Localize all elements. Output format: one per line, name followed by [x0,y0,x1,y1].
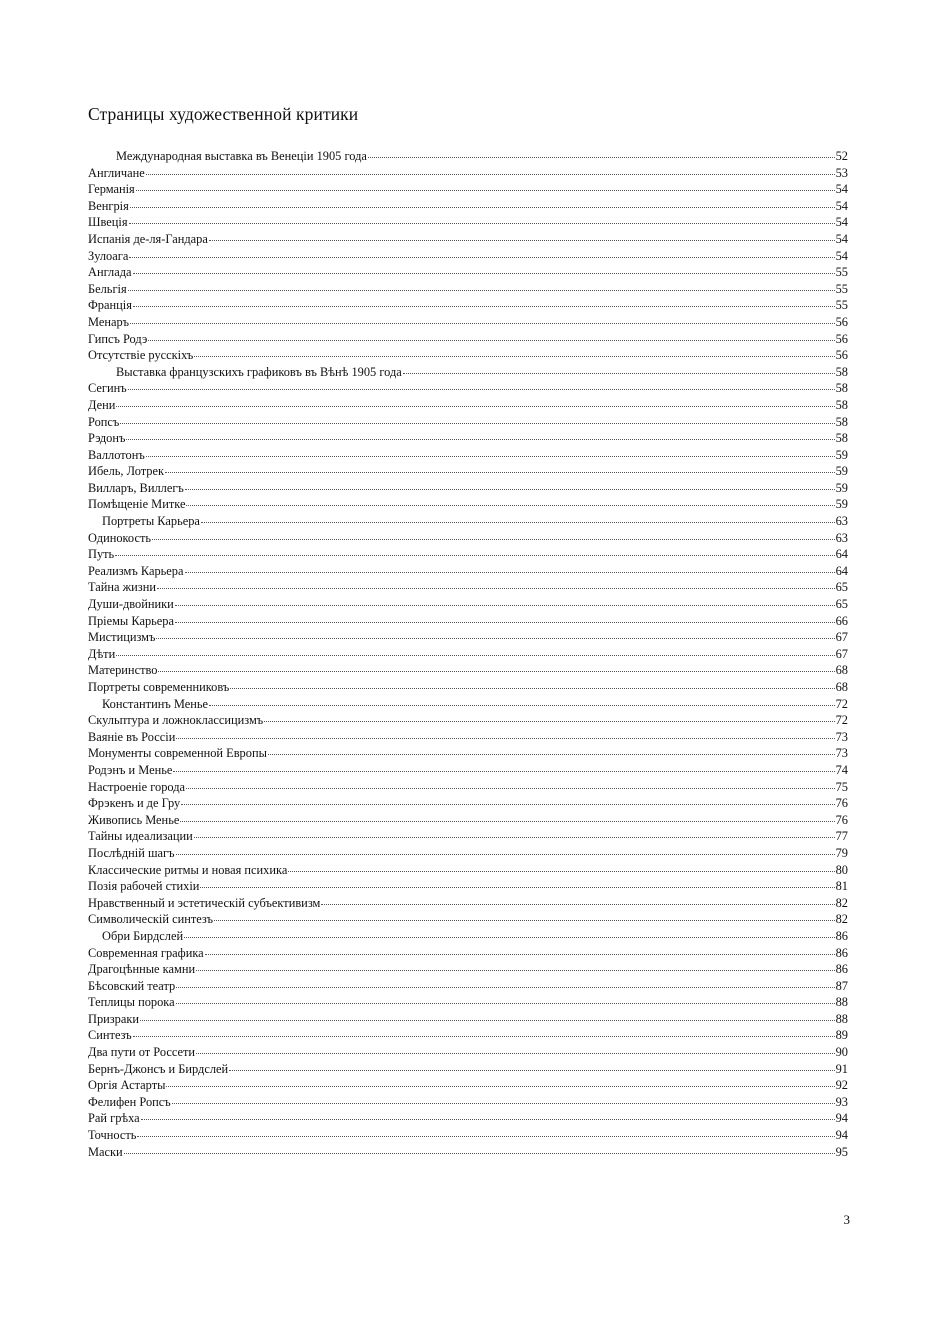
toc-entry-page: 58 [835,364,848,379]
toc-entry-title: Рай грѣха [88,1111,140,1126]
toc-entry [88,978,848,995]
toc-entry [88,745,848,762]
dot-leader [172,1093,835,1104]
toc-entry [88,828,848,845]
toc-entry-title: Точность [88,1128,137,1143]
toc-entry-title: Ропсъ [88,414,120,429]
toc-entry-title: Менаръ [88,314,130,329]
toc-entry [88,779,848,796]
toc-entry-page: 76 [835,796,848,811]
toc-entry-page: 65 [835,597,848,612]
toc-entry-title: Бѣсовский театр [88,978,176,993]
toc-entry-title: Германія [88,182,135,197]
toc-entry-page: 59 [835,497,848,512]
toc-entry [88,1061,848,1078]
toc-entry [88,165,848,182]
toc-entry-title: Ваяніе въ Россіи [88,729,176,744]
toc-entry [88,812,848,829]
toc-entry-page: 94 [835,1111,848,1126]
toc-entry-page: 52 [835,149,848,163]
dot-leader [133,263,835,274]
toc-entry-title: Бельгія [88,281,127,296]
toc-entry-page: 68 [835,680,848,694]
toc-entry [88,181,848,198]
dot-leader [126,429,834,440]
toc-entry-page: 53 [835,165,848,180]
toc-entry [88,1077,848,1094]
toc-entry [88,530,848,547]
toc-entry-page: 72 [835,713,848,728]
toc-entry-page: 67 [835,646,848,661]
table-of-contents [88,148,848,1160]
toc-entry-title: Обри Бирдслей [102,928,184,943]
page-number: 3 [843,1212,850,1227]
dot-leader [157,578,835,589]
toc-entry-title: Дѣти [88,646,116,661]
toc-entry [88,795,848,812]
dot-leader [152,529,835,540]
toc-entry-title: Гипсъ Родэ [88,331,148,346]
dot-leader [214,910,835,921]
toc-entry-page: 58 [835,431,848,446]
toc-entry-page: 76 [835,812,848,827]
dot-leader [136,180,835,191]
toc-entry-title: Вилларъ, Виллегъ [88,480,184,495]
toc-entry-page: 63 [835,514,848,529]
toc-entry [88,895,848,912]
dot-leader [120,413,834,424]
toc-entry [88,878,848,895]
toc-entry [88,679,848,696]
toc-entry-page: 59 [835,480,848,495]
toc-entry-title: Швеція [88,215,128,230]
toc-entry-page: 92 [835,1078,848,1093]
toc-entry-title: Пріемы Карьера [88,613,174,628]
toc-entry [88,1094,848,1111]
toc-entry-page: 56 [835,314,848,329]
dot-leader [115,545,834,556]
dot-leader [288,861,834,872]
toc-entry-title: Послѣдній шагъ [88,845,175,860]
dot-leader [180,811,834,822]
toc-entry [88,1027,848,1044]
toc-entry-title: Зулоага [88,248,129,263]
toc-entry-title: Родэнъ и Менье [88,762,173,777]
dot-leader [156,628,834,639]
toc-entry-title: Драгоцѣнные камни [88,962,196,977]
dot-leader [181,794,834,805]
dot-leader [196,1043,835,1054]
dot-leader [158,661,834,672]
toc-entry [88,364,848,381]
toc-entry-title: Символическій синтезъ [88,912,213,927]
toc-entry-title: Два пути от Россети [88,1045,196,1060]
toc-entry-title: Ибель, Лотрек [88,464,165,479]
toc-entry [88,463,848,480]
toc-entry-title: Фелифен Ропсъ [88,1094,171,1109]
toc-entry-page: 54 [835,182,848,197]
toc-entry-title: Испанія де-ля-Гандара [88,231,208,246]
toc-entry-page: 89 [835,1028,848,1043]
toc-entry-page: 66 [835,613,848,628]
toc-entry-title: Помѣщеніе Митке [88,497,186,512]
dot-leader [264,711,834,722]
toc-entry [88,397,848,414]
toc-entry-title: Маски [88,1144,123,1159]
toc-entry-title: Живопись Менье [88,812,180,827]
toc-entry-page: 90 [835,1045,848,1060]
toc-entry [88,1110,848,1127]
toc-entry-page: 68 [835,663,848,678]
toc-entry [88,862,848,879]
toc-entry-page: 88 [835,995,848,1010]
toc-entry [88,696,848,713]
toc-entry [88,214,848,231]
dot-leader [200,877,834,888]
toc-entry-page: 74 [835,762,848,777]
toc-entry [88,994,848,1011]
dot-leader [186,495,834,506]
dot-leader [176,977,834,988]
toc-entry-page: 58 [835,381,848,396]
toc-entry [88,513,848,530]
dot-leader [229,1060,834,1071]
toc-entry-page: 58 [835,414,848,429]
toc-entry-page: 93 [835,1094,848,1109]
dot-leader [124,1143,835,1154]
toc-entry-title: Души-двойники [88,597,174,612]
toc-entry-page: 54 [835,248,848,263]
toc-entry-title: Скульптура и ложноклассицизмъ [88,713,264,728]
dot-leader [185,479,835,490]
toc-entry-title: Венгрія [88,198,129,213]
toc-entry-page: 64 [835,547,848,562]
toc-entry [88,928,848,945]
toc-entry-title: Оргія Астарты [88,1078,166,1093]
toc-entry [88,297,848,314]
dot-leader [128,280,835,291]
toc-entry [88,961,848,978]
toc-entry-page: 91 [835,1061,848,1076]
dot-leader [137,1126,834,1137]
toc-entry-title: Портреты современниковъ [88,680,230,694]
toc-entry-page: 82 [835,912,848,927]
toc-entry-title: Современная графика [88,945,204,960]
toc-entry-title: Англичане [88,165,145,180]
toc-entry-title: Франція [88,298,132,313]
toc-entry-page: 80 [835,862,848,877]
toc-entry [88,762,848,779]
toc-entry-page: 73 [835,729,848,744]
toc-entry [88,646,848,663]
toc-entry-title: Одинокость [88,530,152,545]
toc-entry [88,447,848,464]
toc-entry [88,845,848,862]
dot-leader [368,147,835,158]
dot-leader [175,595,835,606]
toc-entry-page: 55 [835,265,848,280]
dot-leader [230,678,834,689]
dot-leader [116,645,834,656]
toc-entry-title: Теплицы порока [88,995,175,1010]
dot-leader [176,844,835,855]
toc-entry-title: Англада [88,265,132,280]
toc-entry-page: 63 [835,530,848,545]
toc-entry-page: 54 [835,215,848,230]
dot-leader [403,363,835,374]
toc-entry [88,712,848,729]
toc-entry-page: 75 [835,779,848,794]
dot-leader [194,346,834,357]
toc-entry-title: Отсутствіе русскіхъ [88,348,194,363]
toc-entry-page: 77 [835,829,848,844]
toc-entry [88,729,848,746]
toc-entry [88,480,848,497]
dot-leader [133,1026,835,1037]
toc-entry-title: Синтезъ [88,1028,132,1043]
dot-leader [209,230,835,241]
toc-entry-page: 73 [835,746,848,761]
toc-entry-title: Тайны идеализации [88,829,193,844]
toc-entry-page: 86 [835,945,848,960]
toc-entry-title: Бернъ-Джонсъ и Бирдслей [88,1061,229,1076]
toc-entry [88,662,848,679]
toc-entry-page: 94 [835,1128,848,1143]
toc-entry-page: 55 [835,298,848,313]
toc-entry-page: 86 [835,962,848,977]
toc-entry [88,414,848,431]
toc-entry [88,281,848,298]
toc-entry-page: 58 [835,397,848,412]
toc-entry [88,1011,848,1028]
dot-leader [130,197,835,208]
toc-entry [88,1127,848,1144]
toc-entry-page: 55 [835,281,848,296]
toc-entry-page: 64 [835,563,848,578]
toc-entry [88,198,848,215]
toc-entry [88,248,848,265]
toc-entry-title: Мистицизмъ [88,630,156,645]
toc-entry [88,579,848,596]
dot-leader [165,462,835,473]
dot-leader [166,1076,834,1087]
dot-leader [129,247,834,258]
toc-entry [88,231,848,248]
dot-leader [184,927,835,938]
toc-entry-page: 88 [835,1011,848,1026]
toc-entry [88,596,848,613]
toc-entry-title: Материнство [88,663,158,678]
dot-leader [205,944,835,955]
toc-entry-title: Классические ритмы и новая психика [88,862,288,877]
toc-entry-page: 82 [835,895,848,910]
dot-leader [268,744,835,755]
toc-entry [88,945,848,962]
toc-entry-page: 81 [835,879,848,894]
dot-leader [173,761,834,772]
toc-entry-title: Выставка французскихъ графиковъ въ Вѣнѣ 1905 года [116,364,402,379]
toc-entry [88,546,848,563]
toc-entry [88,380,848,397]
dot-leader [130,313,835,324]
dot-leader [209,695,835,706]
dot-leader [176,993,835,1004]
toc-entry-title: Портреты Карьера [102,514,200,529]
dot-leader [194,827,835,838]
toc-entry [88,430,848,447]
toc-entry-title: Путь [88,547,115,562]
toc-entry [88,1044,848,1061]
toc-entry-title: Фрэкенъ и де Гру [88,796,181,811]
dot-leader [133,296,835,307]
toc-entry [88,148,848,165]
toc-entry [88,496,848,513]
dot-leader [116,396,834,407]
toc-entry-title: Дени [88,397,116,412]
dot-leader [141,1109,835,1120]
dot-leader [185,562,835,573]
toc-entry-title: Призраки [88,1011,140,1026]
page-title: Страницы художественной критики [88,104,359,124]
toc-entry [88,314,848,331]
toc-entry [88,331,848,348]
toc-entry-title: Валлотонъ [88,447,145,462]
toc-entry-page: 87 [835,978,848,993]
dot-leader [146,164,835,175]
toc-entry [88,911,848,928]
toc-entry-page: 72 [835,696,848,711]
toc-entry-title: Тайна жизни [88,580,156,595]
toc-entry-title: Рэдонъ [88,431,126,446]
toc-entry-page: 95 [835,1144,848,1159]
toc-entry-page: 86 [835,928,848,943]
toc-entry [88,613,848,630]
toc-entry-title: Позія рабочей стихіи [88,879,200,894]
toc-entry-title: Международная выставка въ Венеціи 1905 года [116,149,367,163]
dot-leader [201,512,835,523]
toc-entry-page: 54 [835,198,848,213]
toc-entry [88,1144,848,1161]
toc-entry-title: Реализмъ Карьера [88,563,184,578]
toc-entry-page: 54 [835,231,848,246]
toc-entry-page: 79 [835,845,848,860]
toc-entry [88,563,848,580]
toc-entry-page: 59 [835,464,848,479]
dot-leader [176,728,834,739]
toc-entry-title: Сегинъ [88,381,127,396]
toc-entry-title: Константинъ Менье [102,696,208,711]
dot-leader [140,1010,835,1021]
toc-entry-page: 65 [835,580,848,595]
toc-entry-title: Настроеніе города [88,779,186,794]
toc-entry [88,264,848,281]
dot-leader [196,960,835,971]
toc-entry [88,347,848,364]
dot-leader [129,213,835,224]
toc-entry-page: 56 [835,331,848,346]
dot-leader [148,330,834,341]
toc-entry-page: 56 [835,348,848,363]
toc-entry-page: 59 [835,447,848,462]
dot-leader [321,894,834,905]
dot-leader [175,612,835,623]
toc-entry-title: Монументы современной Европы [88,746,267,761]
toc-entry [88,629,848,646]
toc-entry-page: 67 [835,630,848,645]
dot-leader [186,778,835,789]
dot-leader [146,446,835,457]
dot-leader [128,379,835,390]
toc-entry-title: Нравственный и эстетическій субъективизм [88,895,321,910]
